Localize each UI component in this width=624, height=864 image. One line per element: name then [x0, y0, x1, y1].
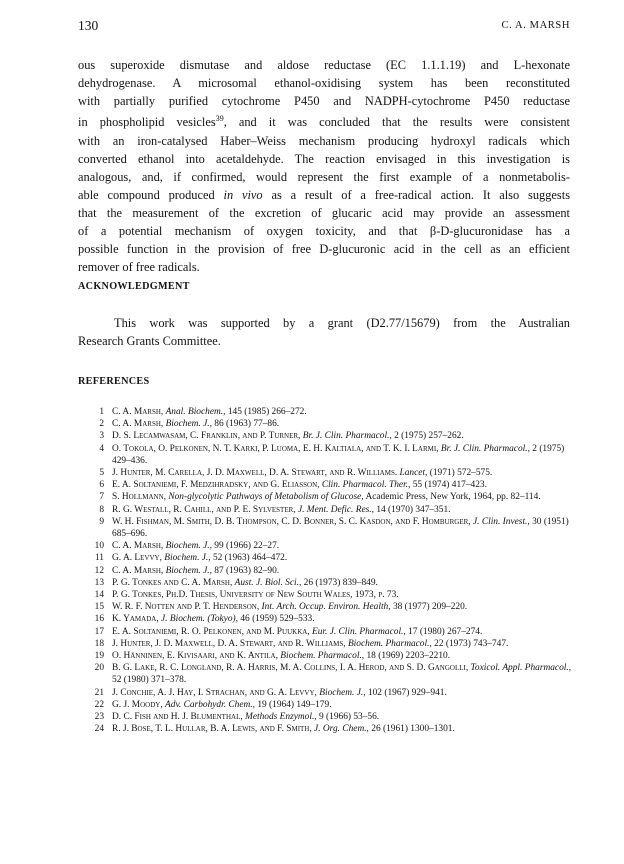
reference-number: 22 [94, 699, 104, 710]
reference-authors: W. H. Fishman, M. Smith, D. B. Thompson, C. D. Bonner, S. C. Kasdon, and F. Homburger, [112, 516, 471, 527]
reference-number: 14 [94, 590, 104, 601]
acknowledgment-text [78, 314, 570, 350]
reference-details: 17 (1980) 267–274. [408, 626, 483, 637]
reference-details: 19 (1964) 149–179. [257, 699, 332, 710]
reference-journal: Anal. Biochem., [165, 407, 226, 417]
reference-details: 26 (1973) 839–849. [303, 577, 378, 588]
reference-item [78, 467, 572, 479]
reference-item [78, 723, 572, 735]
reference-details: 55 (1974) 417–423. [412, 480, 487, 491]
body-line: with an iron-catalysed Haber–Weiss mechanism producing hydroxyl radicals which [78, 133, 570, 148]
reference-item [78, 687, 572, 699]
reference-journal: Aust. J. Biol. Sci., [234, 577, 302, 588]
reference-number: 8 [99, 504, 104, 515]
reference-journal: Int. Arch. Occup. Environ. Health, [261, 602, 391, 613]
reference-number: 18 [94, 638, 104, 649]
reference-journal: J. Ment. Defic. Res., [297, 504, 374, 515]
reference-item [78, 406, 572, 418]
reference-item [78, 613, 572, 625]
reference-journal: Methods Enzymol., [245, 712, 317, 723]
reference-authors: J. Hunter, M. Carella, J. D. Maxwell, D. A. Stewart, and R. Williams. [112, 468, 398, 479]
body-line: with partially purified cytochrome P450 and NADPH-cytochrome P450 reductase [78, 94, 570, 109]
reference-item [78, 650, 572, 662]
reference-number: 2 [99, 419, 104, 430]
body-line: in phospholipid vesicles$^{39}$, and it was concluded that the results were consistent [78, 114, 570, 130]
reference-journal: Br. J. Clin. Pharmacol., [302, 431, 392, 442]
reference-journal: Biochem. J., [319, 687, 366, 698]
reference-authors: C. A. Marsh, [112, 541, 164, 552]
reference-journal: Biochem. Pharmacol., [347, 638, 432, 649]
reference-item [78, 418, 572, 430]
reference-journal: J. Biochem. (Tokyo), [161, 614, 238, 625]
reference-journal: Biochem. Pharmacol., [280, 651, 365, 662]
reference-item [78, 552, 572, 564]
reference-details: Academic Press, New York, 1964, pp. 82–114. [365, 492, 541, 503]
reference-authors: R. G. Westall, R. Cahill, and P. E. Sylvester, [112, 504, 296, 515]
reference-authors: J. Hunter, J. D. Maxwell, D. A. Stewart, and R. Williams, [112, 638, 346, 649]
reference-details: 30 (1951) 685–696. [112, 516, 569, 540]
reference-item [78, 662, 572, 686]
reference-item [78, 601, 572, 613]
reference-details: 52 (1980) 371–378. [112, 675, 187, 686]
reference-authors: D. S. Lecamwasam, C. Franklin, and P. Turner, [112, 431, 301, 442]
body-line: remover of free radicals. [78, 260, 200, 275]
reference-list [78, 406, 572, 735]
reference-number: 1 [99, 407, 104, 417]
reference-number: 15 [94, 602, 104, 613]
reference-number: 13 [94, 577, 104, 588]
acknowledgment-heading: ACKNOWLEDGMENT [78, 281, 190, 292]
body-paragraph [78, 56, 570, 276]
reference-number: 6 [99, 480, 104, 491]
body-line: able compound produced in vivo as a result of a free-radical action. It also suggests [78, 187, 571, 202]
reference-details: 18 (1969) 2203–2210. [366, 651, 451, 662]
reference-authors: E. A. Soltaniemi, R. O. Pelkonen, and M. Puukka, [112, 626, 310, 637]
reference-item [78, 589, 572, 601]
reference-item [78, 479, 572, 491]
reference-journal: Lancet, [399, 468, 428, 479]
reference-journal: J. Clin. Invest., [472, 516, 530, 527]
reference-number: 4 [99, 443, 104, 454]
reference-authors: G. A. Levvy, [112, 553, 162, 564]
reference-number: 5 [99, 468, 104, 479]
reference-details: 99 (1966) 22–27. [214, 541, 280, 552]
reference-number: 11 [94, 553, 104, 564]
reference-journal: Clin. Pharmacol. Ther., [321, 480, 411, 491]
reference-details: 14 (1970) 347–351. [376, 504, 451, 515]
body-line: that the measurement of the excretion of glucaric acid may provide an assessment [78, 205, 570, 220]
running-head: C. A. MARSH [501, 20, 570, 31]
reference-journal: Non-glycolytic Pathways of Metabolism of Glucose, [168, 492, 364, 503]
reference-number: 19 [94, 651, 104, 662]
reference-details: 46 (1959) 529–533. [240, 614, 315, 625]
ack-line: Research Grants Committee. [78, 334, 221, 349]
reference-authors: C. A. Marsh, [112, 407, 164, 417]
body-line: possible function in the provision of free D-glucuronic acid in the cell as an efficient [78, 242, 570, 257]
reference-item [78, 540, 572, 552]
reference-details: 102 (1967) 929–941. [367, 687, 447, 698]
reference-details: 2 (1975) 429–436. [112, 443, 565, 466]
reference-journal: Adv. Carbohydr. Chem., [165, 699, 255, 710]
reference-details: (1971) 572–575. [429, 468, 493, 479]
reference-number: 16 [94, 614, 104, 625]
reference-number: 12 [94, 565, 104, 576]
reference-authors: C. A. Marsh, [112, 565, 164, 576]
reference-item [78, 443, 572, 467]
reference-details: 87 (1963) 82–90. [214, 565, 280, 576]
reference-journal: Biochem. J., [165, 419, 212, 430]
reference-number: 10 [94, 541, 104, 552]
body-line: analogous, and, if confirmed, would represent the first example of a nonmetabolis- [78, 169, 570, 184]
reference-number: 20 [94, 663, 104, 674]
reference-authors: P. G. Tonkes, Ph.D. Thesis, University of New South Wales, 1973, p. 73. [112, 590, 399, 601]
references-heading: REFERENCES [78, 376, 150, 387]
reference-authors: J. Conchie, A. J. Hay, I. Strachan, and G. A. Levvy, [112, 687, 317, 698]
ack-line: This work was supported by a grant (D2.77/15679) from the Australian [114, 316, 570, 330]
reference-details: 38 (1977) 209–220. [392, 602, 468, 613]
reference-authors: S. Hollmann, [112, 492, 167, 503]
reference-authors: W. R. F. Notten and P. T. Henderson, [112, 602, 260, 613]
reference-details: 52 (1963) 464–472. [212, 553, 288, 564]
reference-authors: O. Hänninen, E. Kivisaari, and K. Antila, [112, 651, 278, 662]
reference-item [78, 711, 572, 723]
reference-authors: K. Yamada, [112, 614, 159, 625]
reference-journal: Biochem. J., [164, 553, 211, 564]
reference-item [78, 626, 572, 638]
reference-journal: Br. J. Clin. Pharmacol., [440, 443, 530, 454]
reference-item [78, 577, 572, 589]
reference-authors: E. A. Soltaniemi, F. Medzihradsky, and G. Eliasson, [112, 480, 320, 491]
reference-journal: Biochem. J., [165, 541, 212, 552]
reference-number: 9 [99, 516, 104, 527]
page-number: 130 [78, 18, 99, 33]
body-line: converted ethanol into acetaldehyde. The reaction envisaged in this investigation is [78, 151, 570, 166]
reference-number: 17 [94, 626, 104, 637]
reference-authors: O. Tokola, O. Pelkonen, N. T. Karki, P. Luoma, E. H. Kaltiala, and T. K. I. Larmi, [112, 443, 439, 454]
reference-number: 24 [94, 724, 104, 735]
reference-details: 9 (1966) 53–56. [318, 712, 380, 723]
reference-item [78, 565, 572, 577]
reference-number: 3 [99, 431, 104, 442]
reference-authors: D. C. Fish and H. J. Blumenthal, [112, 712, 243, 723]
reference-authors: R. J. Bose, T. L. Hullar, B. A. Lewis, and F. Smith, [112, 724, 312, 735]
reference-authors: B. G. Lake, R. C. Longland, R. A. Harris, M. A. Collins, I. A. Herod, and S. D. Gangolli, [112, 663, 469, 674]
reference-authors: P. G. Tonkes and C. A. Marsh, [112, 577, 233, 588]
reference-item [78, 516, 572, 540]
body-line: of a potential mechanism of oxygen toxicity, and that β-D-glucuronidase has a [78, 223, 570, 238]
reference-journal: Toxicol. Appl. Pharmacol., [470, 663, 572, 674]
reference-details: 26 (1961) 1300–1301. [371, 724, 455, 735]
reference-item [78, 699, 572, 711]
reference-details: 86 (1963) 77–86. [214, 419, 280, 430]
reference-journal: J. Org. Chem., [314, 724, 369, 735]
reference-details: 145 (1985) 266–272. [227, 407, 307, 417]
reference-number: 7 [99, 492, 104, 503]
reference-item [78, 491, 572, 503]
reference-item [78, 430, 572, 442]
reference-details: 2 (1975) 257–262. [394, 431, 464, 442]
reference-journal: Biochem. J., [165, 565, 212, 576]
reference-item [78, 504, 572, 516]
reference-journal: Eur. J. Clin. Pharmacol., [312, 626, 406, 637]
reference-number: 21 [94, 687, 104, 698]
reference-authors: G. J. Moody, [112, 699, 163, 710]
reference-item [78, 638, 572, 650]
reference-details: 22 (1973) 743–747. [434, 638, 509, 649]
reference-authors: C. A. Marsh, [112, 419, 164, 430]
reference-number: 23 [94, 712, 104, 723]
body-line: dehydrogenase. A microsomal ethanol-oxidising system has been reconstituted [78, 76, 570, 91]
body-line: ous superoxide dismutase and aldose reductase (EC 1.1.1.19) and L-hexonate [78, 58, 570, 72]
